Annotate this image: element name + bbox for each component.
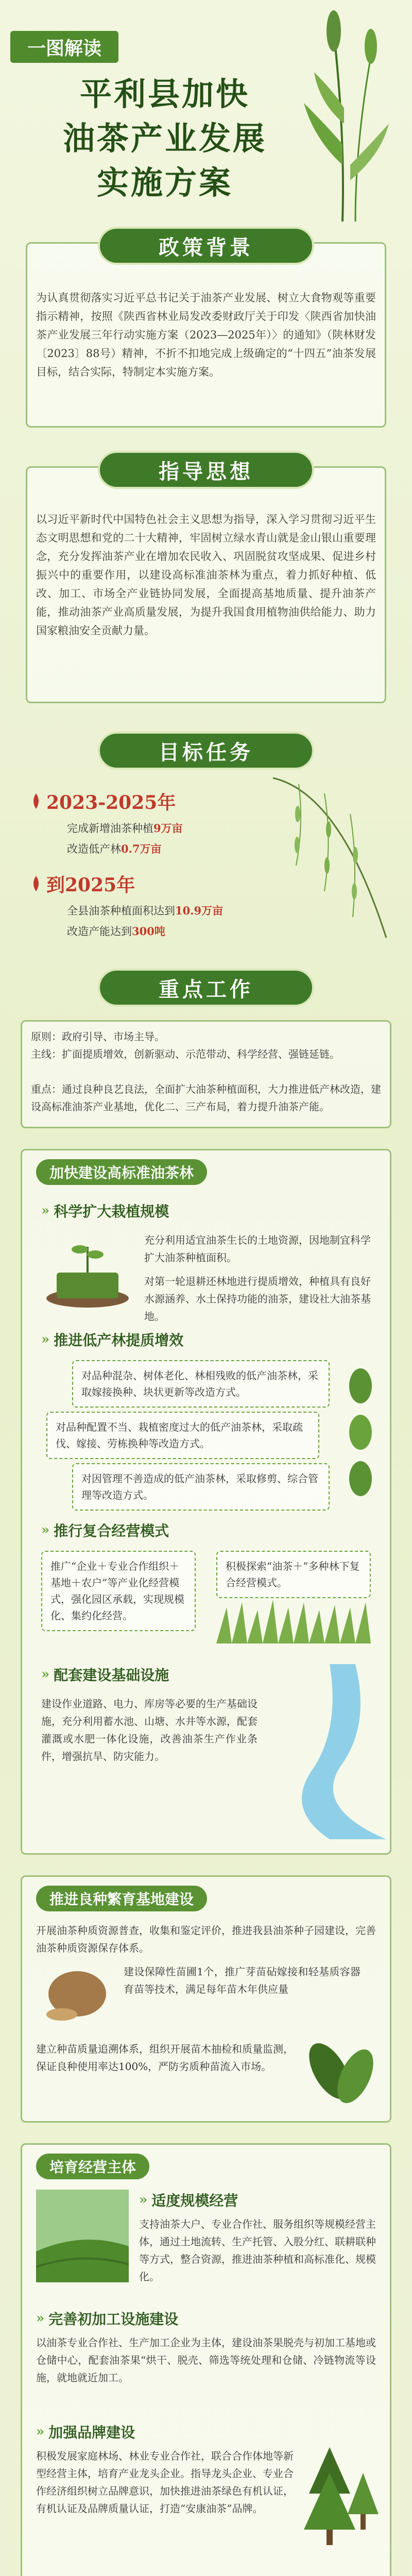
chevron-icon: » <box>139 2192 148 2208</box>
lowyield-box-3: 对因管理不善造成的低产油茶林，采取修剪、综合管理等改造方式。 <box>72 1463 330 1511</box>
title-line: 油茶产业发展 <box>62 120 267 157</box>
goal1-line2 <box>67 840 162 858</box>
work-principle: 原则：政府引导、市场主导。 <box>31 1030 165 1043</box>
leaf-cluster-illustration <box>304 2035 381 2112</box>
goal2-line1 <box>67 902 223 920</box>
forest-item-4 <box>41 1664 169 1685</box>
chevron-icon: » <box>36 2424 45 2439</box>
goal1-line2-value: 0.7万亩 <box>121 842 162 855</box>
goal2-line2 <box>67 922 165 941</box>
work-banner: 重点工作 <box>98 969 314 1007</box>
chevron-icon: » <box>41 1203 50 1218</box>
seedling-pot-illustration <box>41 1231 134 1309</box>
header-tag: 一图解读 <box>10 31 118 63</box>
goal1-year: 2023-2025年 <box>46 792 176 814</box>
header <box>0 0 412 227</box>
composite-box-2: 积极探索“油茶＋”多种林下复合经营模式。 <box>216 1551 371 1598</box>
leaf-decoration <box>340 1365 381 1499</box>
pine-trees-illustration <box>304 2442 381 2545</box>
forest-item-1-text-b: 对第一轮退耕还林地进行提质增效，种植具有良好水源涵养、水土保持功能的油茶，建设社大油茶基地。 <box>144 1275 371 1323</box>
goal2-year: 到2025年 <box>46 874 135 896</box>
subject-item-3 <box>36 2421 135 2442</box>
subject-item-2-title: 完善初加工设施建设 <box>48 2311 179 2328</box>
forest-item-1 <box>41 1200 169 1221</box>
goal2-line1-text: 全县油茶种植面积达到 <box>67 905 175 917</box>
tea-field-photo <box>36 2190 129 2282</box>
subject-subhead: 培育经营主体 <box>36 2154 149 2179</box>
goal1-line2-text: 改造低产林 <box>67 843 121 855</box>
title-line: 实施方案 <box>96 164 233 201</box>
goal1-line1 <box>67 819 183 838</box>
goal2-line2-text: 改造产能达到 <box>67 925 132 938</box>
guiding-banner: 指导思想 <box>98 451 314 489</box>
seed-text-2: 建设保障性苗圃1个，推广芽苗砧嫁接和轻基质容器育苗等技术，满足每年苗木年供应量 <box>124 1965 360 1995</box>
water-stream-illustration <box>268 1664 386 1839</box>
forest-item-2 <box>41 1329 183 1350</box>
policy-text: 为认真贯彻落实习近平总书记关于油茶产业发展、树立大食物观等重要指示精神，按照《陕西省林业局发改委财政厅关于印发〈陕西省加快油茶产业发展三年行动实施方案（2023—2025年）〉的通知》（陕林财发〔2023〕88号）精神，不折不扣地完成上级确定的“十四五”油茶发展目标，结合实际，特制定本实施方案。 <box>36 292 376 378</box>
goals-banner: 目标任务 <box>98 732 314 770</box>
goal1-line1-value: 9万亩 <box>153 822 183 835</box>
willow-branch-illustration <box>268 773 391 948</box>
chevron-icon: » <box>41 1332 50 1347</box>
forest-item-4-title: 配套建设基础设施 <box>54 1667 169 1684</box>
subject-item-1-title: 适度规模经营 <box>151 2192 238 2209</box>
forest-item-1-title: 科学扩大栽植规模 <box>54 1203 169 1220</box>
forest-subhead: 加快建设高标准油茶林 <box>36 1159 207 1185</box>
goal1-line1-text: 完成新增油茶种植 <box>67 822 153 835</box>
chevron-icon: » <box>41 1667 50 1682</box>
wheat-illustration <box>294 10 391 222</box>
leaf-icon <box>31 876 41 891</box>
seed-text-1: 开展油茶种质资源普查，收集和鉴定评价，推进我县油茶种子园建设，完善油茶种质资源保存体系。 <box>36 1924 376 1954</box>
subject-item-3-text: 积极发展家庭林场、林业专业合作社，联合合作体地等新型经营主体，培育产业龙头企业。指导龙头企业、专业合作经济组织树立品牌意识，加快推进油茶绿色有机认证，有机认证及品牌质量认证，打造“安康油茶”品牌。 <box>36 2450 294 2515</box>
forest-item-3-title: 推行复合经营模式 <box>54 1522 169 1539</box>
guiding-text: 以习近平新时代中国特色社会主义思想为指导，深入学习贯彻习近平生态文明思想和党的二十大精神，牢固树立绿水青山就是金山银山重要理念，充分发挥油茶产业在增加农民收入、巩固脱贫攻坚成果、促进乡村振兴中的重要作用，以建设高标准油茶林为重点，着力抓好种植、低改、加工、市场全产业链协同发展，全面提高基地质量、提升油茶产能，推动油茶产业高质量发展，为提升我国食用植物油供给能力、助力国家粮油安全贡献力量。 <box>36 513 376 637</box>
policy-banner: 政策背景 <box>98 227 314 265</box>
forest-item-2-title: 推进低产林提质增效 <box>54 1332 184 1349</box>
subject-item-1 <box>139 2190 238 2210</box>
forest-item-4-text: 建设作业道路、电力、库房等必要的生产基础设施，充分利用蓄水池、山塘、水井等水源，配套灌溉或水肥一体化设施，改善油茶生产作业条件，增强抗旱、防灾能力。 <box>41 1698 258 1762</box>
chevron-icon: » <box>41 1522 50 1538</box>
work-mainline: 主线：扩面提质增效，创新驱动、示范带动、科学经营、强链延链。 <box>31 1048 340 1060</box>
subject-item-2-text: 以油茶专业合作社、生产加工企业为主体，建设油茶果脱壳与初加工基地或仓储中心，配套油茶果“烘干、脱壳、筛选等统处理和仓储、冷链物流等设施，就地就近加工。 <box>36 2336 376 2384</box>
seed-text-3: 建立种苗质量追溯体系，组织开展苗木抽检和质量监测，保证良种使用率达100%，严防劣质种苗流入市场。 <box>36 2043 294 2073</box>
chevron-icon: » <box>36 2311 45 2326</box>
forest-item-1-text-a: 充分利用适宜油茶生长的土地资源，因地制宜科学扩大油茶种植面积。 <box>144 1234 371 1264</box>
lowyield-box-1: 对品种混杂、树体老化、林相残败的低产油茶林，采取嫁接换种、块状更新等改造方式。 <box>72 1360 330 1408</box>
goal2-line2-value: 300吨 <box>132 925 165 938</box>
work-focus: 重点：通过良种良艺良法，全面扩大油茶种植面积，大力推进低产林改造，建设高标准油茶产业基地，优化二、三产布局，着力提升油茶产能。 <box>31 1083 381 1113</box>
forest-item-3 <box>41 1520 169 1540</box>
grass-illustration <box>216 1597 371 1643</box>
subject-item-2 <box>36 2308 178 2329</box>
seed-subhead: 推进良种繁育基地建设 <box>36 1886 207 1911</box>
seed-bag-illustration <box>41 1963 113 2025</box>
composite-box-1: 推广“企业＋专业合作组织＋基地＋农户”等产业化经营模式，强化园区承载，实现规模化、集约化经营。 <box>41 1551 196 1631</box>
goal2-line1-value: 10.9万亩 <box>175 904 224 917</box>
leaf-icon <box>31 793 41 809</box>
lowyield-box-2: 对品种配置不当、栽植密度过大的低产油茶林，采取疏伐、嫁接、劳栋换种等改造方式。 <box>46 1412 319 1459</box>
title-line: 平利县加快 <box>79 75 250 113</box>
subject-item-1-text: 支持油茶大户、专业合作社、服务组织等规模经营主体，通过土地流转、生产托管、入股分红、联耕联种等方式，整合资源，推进油茶种植和高标准化、规模化。 <box>139 2218 376 2283</box>
subject-item-3-title: 加强品牌建设 <box>48 2424 135 2441</box>
page-title <box>31 72 299 205</box>
